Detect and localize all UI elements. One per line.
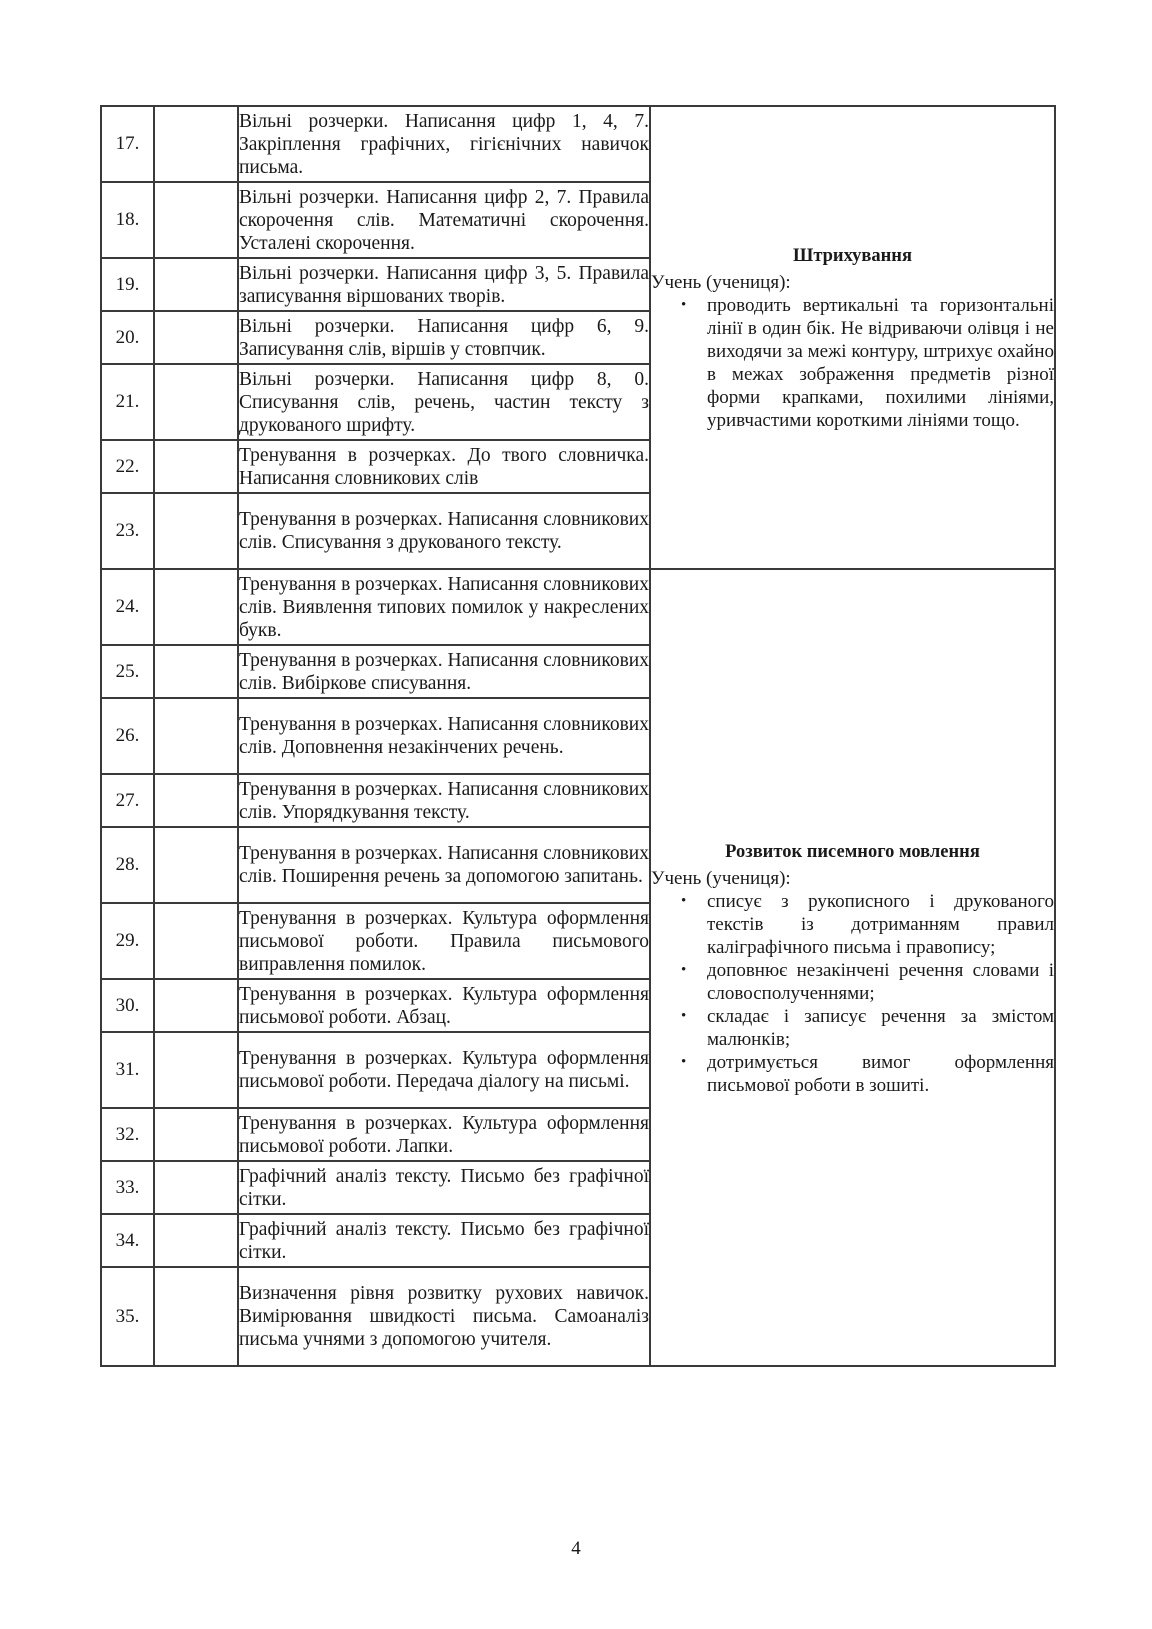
lesson-topic: Тренування в розчерках. Написання словникових слів. Виявлення типових помилок у накреслених букв. <box>238 569 650 645</box>
lesson-topic: Тренування в розчерках. Написання словникових слів. Списування з друкованого тексту. <box>238 493 650 569</box>
lesson-topic: Тренування в розчерках. Написання словникових слів. Поширення речень за допомогою запитань. <box>238 827 650 903</box>
lesson-topic: Визначення рівня розвитку рухових навичок. Вимірювання швидкості письма. Самоаналіз письма учнями з допомогою учителя. <box>238 1267 650 1366</box>
requirements-list <box>651 890 1054 1097</box>
requirement-item: • доповнює незакінчені речення словами і словосполученнями; <box>675 959 1054 1005</box>
date-cell <box>154 827 238 903</box>
lesson-number: 29. <box>101 903 154 979</box>
date-cell <box>154 979 238 1032</box>
lesson-number: 31. <box>101 1032 154 1108</box>
lesson-number: 27. <box>101 774 154 827</box>
lesson-number: 23. <box>101 493 154 569</box>
date-cell <box>154 364 238 440</box>
date-cell <box>154 440 238 493</box>
requirements-cell-writing <box>650 569 1055 1366</box>
requirements-intro: Учень (учениця): <box>651 272 791 293</box>
date-cell <box>154 1214 238 1267</box>
lesson-number: 26. <box>101 698 154 774</box>
lesson-number: 32. <box>101 1108 154 1161</box>
lesson-number: 21. <box>101 364 154 440</box>
lesson-topic: Вільні розчерки. Написання цифр 1, 4, 7. Закріплення графічних, гігієнічних навичок письма. <box>238 106 650 182</box>
lesson-number: 19. <box>101 258 154 311</box>
date-cell <box>154 1032 238 1108</box>
date-cell <box>154 311 238 364</box>
date-cell <box>154 258 238 311</box>
lesson-topic: Вільні розчерки. Написання цифр 3, 5. Правила записування віршованих творів. <box>238 258 650 311</box>
lesson-number: 25. <box>101 645 154 698</box>
lesson-topic: Тренування в розчерках. Написання словникових слів. Доповнення незакінчених речень. <box>238 698 650 774</box>
table-row <box>101 569 1055 645</box>
lesson-number: 20. <box>101 311 154 364</box>
date-cell <box>154 182 238 258</box>
lesson-number: 28. <box>101 827 154 903</box>
lesson-number: 24. <box>101 569 154 645</box>
date-cell <box>154 774 238 827</box>
requirement-item: • проводить вертикальні та горизонтальні лінії в один бік. Не відриваючи олівця і не виходячи за межі контуру, штрихує охайно в межах зображення предметів різної форми крапками, похилими лініями, уривчастими короткими лініями тощо. <box>675 294 1054 432</box>
lesson-topic: Тренування в розчерках. Культура оформлення письмової роботи. Абзац. <box>238 979 650 1032</box>
lesson-topic: Вільні розчерки. Написання цифр 2, 7. Правила скорочення слів. Математичні скорочення. Усталені скорочення. <box>238 182 650 258</box>
date-cell <box>154 1161 238 1214</box>
requirements-title: Розвиток писемного мовлення <box>725 841 980 862</box>
date-cell <box>154 698 238 774</box>
lesson-topic: Тренування в розчерках. Культура оформлення письмової роботи. Передача діалогу на письмі. <box>238 1032 650 1108</box>
lesson-number: 22. <box>101 440 154 493</box>
lesson-number: 30. <box>101 979 154 1032</box>
table-row <box>101 106 1055 182</box>
date-cell <box>154 1267 238 1366</box>
lesson-topic: Графічний аналіз тексту. Письмо без графічної сітки. <box>238 1161 650 1214</box>
lesson-topic: Вільні розчерки. Написання цифр 6, 9. Записування слів, віршів у стовпчик. <box>238 311 650 364</box>
lesson-plan-table <box>100 105 1056 1367</box>
lesson-number: 18. <box>101 182 154 258</box>
lesson-topic: Вільні розчерки. Написання цифр 8, 0. Списування слів, речень, частин тексту з друкованого шрифту. <box>238 364 650 440</box>
requirements-intro: Учень (учениця): <box>651 867 791 889</box>
requirements-list <box>651 294 1054 432</box>
lesson-number: 35. <box>101 1267 154 1366</box>
lesson-topic: Тренування в розчерках. Написання словникових слів. Вибіркове списування. <box>238 645 650 698</box>
lesson-topic: Тренування в розчерках. Культура оформлення письмової роботи. Правила письмового виправлення помилок. <box>238 903 650 979</box>
requirement-item: • складає і записує речення за змістом малюнків; <box>675 1005 1054 1051</box>
date-cell <box>154 903 238 979</box>
date-cell <box>154 569 238 645</box>
requirements-title: Штрихування <box>793 246 912 266</box>
requirements-cell-hatching <box>650 106 1055 569</box>
lesson-number: 17. <box>101 106 154 182</box>
page-number: 4 <box>571 1538 581 1559</box>
date-cell <box>154 106 238 182</box>
lesson-topic: Тренування в розчерках. До твого словничка. Написання словникових слів <box>238 440 650 493</box>
requirement-item: • списує з рукописного і друкованого текстів із дотриманням правил каліграфічного письма і правопису; <box>675 890 1054 959</box>
date-cell <box>154 1108 238 1161</box>
date-cell <box>154 645 238 698</box>
lesson-number: 34. <box>101 1214 154 1267</box>
lesson-topic: Графічний аналіз тексту. Письмо без графічної сітки. <box>238 1214 650 1267</box>
requirement-item: • дотримується вимог оформлення письмової роботи в зошиті. <box>675 1051 1054 1097</box>
date-cell <box>154 493 238 569</box>
lesson-number: 33. <box>101 1161 154 1214</box>
lesson-topic: Тренування в розчерках. Культура оформлення письмової роботи. Лапки. <box>238 1108 650 1161</box>
lesson-topic: Тренування в розчерках. Написання словникових слів. Упорядкування тексту. <box>238 774 650 827</box>
